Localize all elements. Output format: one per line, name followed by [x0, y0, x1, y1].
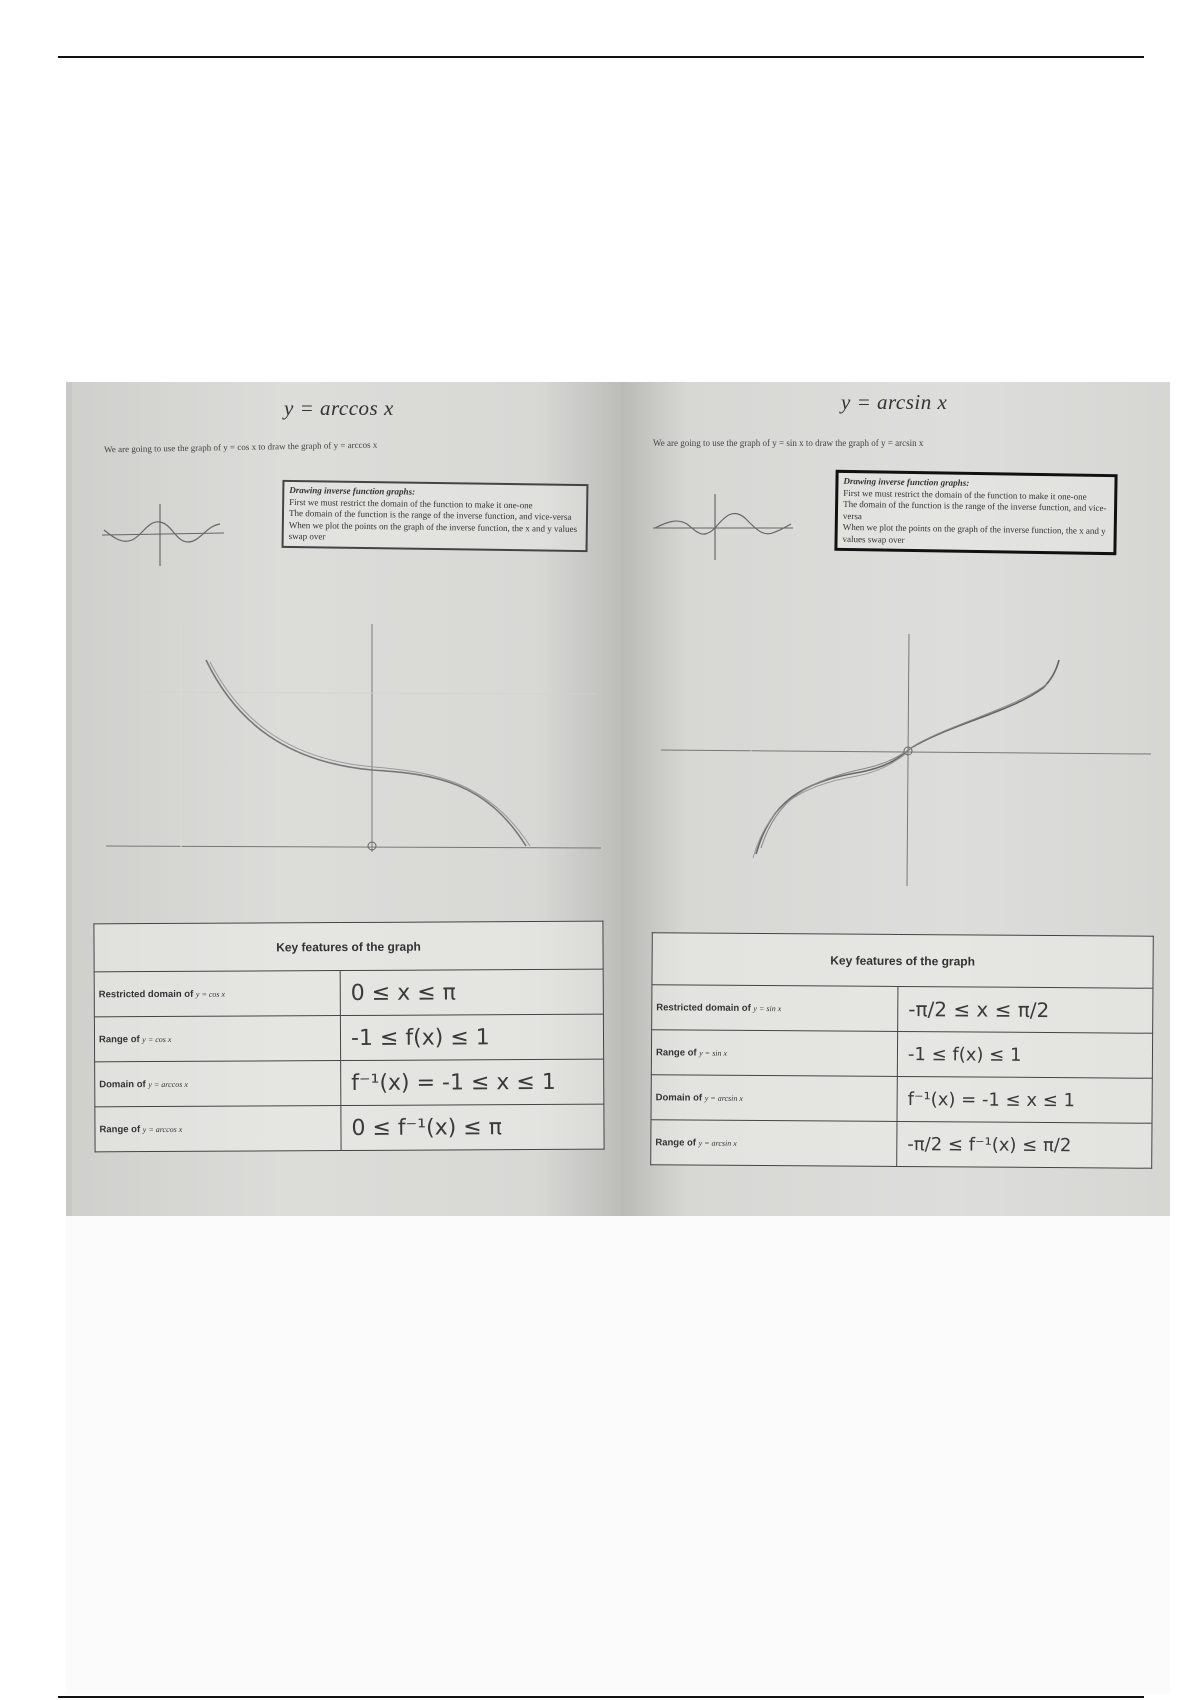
table-header: Key features of the graph	[652, 933, 1153, 988]
table-row	[95, 1059, 604, 1107]
row-answer: -1 ≤ f(x) ≤ 1	[340, 1014, 603, 1060]
page-edge	[66, 382, 72, 1216]
table-row	[95, 1104, 604, 1152]
table-row	[651, 1030, 1152, 1078]
left-page-intro: We are going to use the graph of y = cos x to draw the graph of y = arccos x	[103, 439, 378, 455]
row-function: y = cos x	[142, 1034, 172, 1044]
info-heading: Drawing inverse function graphs:	[843, 475, 970, 488]
info-line: First we must restrict the domain of the function to make it one-one	[289, 496, 533, 510]
row-label: Domain of	[99, 1078, 146, 1090]
row-answer: -π/2 ≤ f⁻¹(x) ≤ π/2	[897, 1121, 1152, 1168]
top-rule	[58, 56, 1144, 58]
row-label: Restricted domain of	[656, 1001, 751, 1014]
row-function: y = arccos x	[148, 1079, 188, 1089]
row-label: Range of	[655, 1046, 697, 1059]
row-answer: f⁻¹(x) = -1 ≤ x ≤ 1	[341, 1059, 604, 1105]
arcsin-graph	[661, 632, 1161, 892]
info-line: First we must restrict the domain of the function to make it one-one	[843, 487, 1087, 502]
row-label: Range of	[655, 1136, 697, 1149]
row-answer: 0 ≤ f⁻¹(x) ≤ π	[341, 1104, 604, 1150]
row-answer: 0 ≤ x ≤ π	[340, 969, 603, 1015]
row-label: Range of	[98, 1033, 140, 1045]
right-page-intro: We are going to use the graph of y = sin x to draw the graph of y = arcsin x	[653, 438, 924, 448]
right-page	[621, 382, 1170, 1216]
table-row	[651, 1120, 1152, 1168]
sine-sketch	[653, 492, 793, 562]
right-key-features-table	[650, 932, 1154, 1168]
table-row	[94, 1014, 603, 1062]
left-info-box	[282, 480, 589, 552]
right-info-box	[834, 470, 1117, 555]
row-function: y = cos x	[195, 989, 226, 999]
row-function: y = arccos x	[142, 1124, 183, 1134]
row-function: y = arcsin x	[698, 1138, 737, 1148]
table-row	[652, 985, 1153, 1033]
arccos-graph	[96, 622, 606, 862]
left-page	[66, 382, 621, 1216]
info-heading: Drawing inverse function graphs:	[289, 484, 416, 497]
worksheet-photo	[66, 382, 1170, 1216]
info-line: When we plot the points on the graph of the inverse function, the x and y values swap over	[288, 519, 578, 542]
row-function: y = sin x	[699, 1048, 728, 1058]
right-page-title: y = arcsin x	[841, 390, 948, 414]
row-answer: f⁻¹(x) = -1 ≤ x ≤ 1	[897, 1076, 1152, 1123]
left-key-features-table	[93, 921, 604, 1153]
row-label: Domain of	[655, 1091, 703, 1104]
row-answer: -1 ≤ f(x) ≤ 1	[897, 1031, 1152, 1078]
cosine-sketch	[102, 502, 224, 568]
table-row	[651, 1075, 1152, 1123]
row-function: y = sin x	[753, 1003, 782, 1013]
info-line: The domain of the function is the range of the inverse function, and vice-versa	[288, 507, 572, 522]
left-page-title: y = arccos x	[284, 396, 394, 420]
info-line: The domain of the function is the range of the inverse function, and vice-versa	[842, 498, 1107, 521]
info-line: When we plot the points on the graph of the inverse function, the x and y values swap over	[842, 521, 1106, 545]
row-label: Restricted domain of	[98, 988, 194, 1000]
bottom-rule	[58, 1696, 1144, 1698]
row-label: Range of	[99, 1123, 141, 1135]
table-row	[94, 969, 603, 1017]
row-function: y = arcsin x	[704, 1093, 743, 1103]
blank-area	[66, 1216, 1170, 1694]
table-header: Key features of the graph	[94, 921, 603, 972]
row-answer: -π/2 ≤ x ≤ π/2	[898, 986, 1153, 1033]
